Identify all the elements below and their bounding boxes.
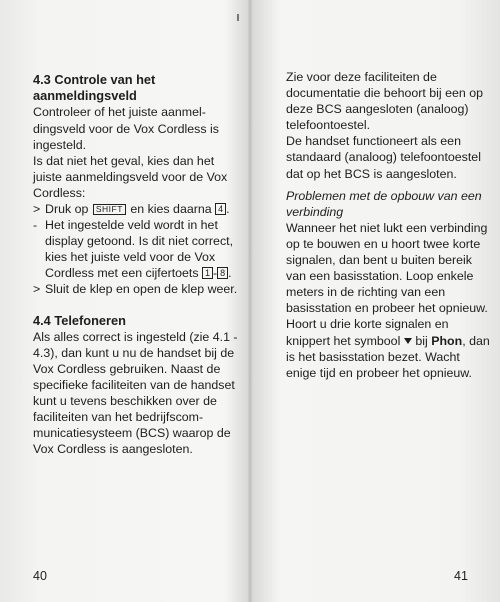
triangle-down-icon xyxy=(404,338,412,344)
instruction-step-1: > Druk op SHIFT en kies daarna 4 . xyxy=(33,201,230,216)
right-page xyxy=(250,0,500,602)
left-page xyxy=(0,0,249,602)
right-paragraph-4: Hoort u drie korte signalen en knippert het symbool bij Phon, dan is het basisstation bezet. Wacht enige tijd en probeer het opnieuw. xyxy=(286,317,490,380)
instruction-step-2: - Het ingestelde veld wordt in het display getoond. Is dit niet correct, kies het juiste veld voor de Vox Cordless met een cijfertoets 1 - 8 . xyxy=(33,218,234,281)
page-number-right: 41 xyxy=(454,569,468,583)
shift-key-icon: SHIFT xyxy=(93,204,126,215)
right-text-column xyxy=(286,69,491,381)
page-number-left: 40 xyxy=(33,569,47,583)
right-paragraph-1: Zie voor deze faciliteiten de documentatie die behoort bij een op deze BCS aangesloten (analoog) telefoontoestel. xyxy=(286,70,484,133)
right-paragraph-2: De handset functioneert als een standaard (analoog) telefoontoestel dat op het BCS is aangesloten. xyxy=(286,134,481,181)
section-4-3-heading: 4.3 Controle van het aanmeldingsveld xyxy=(33,72,156,104)
instruction-list xyxy=(33,201,238,298)
instruction-step-3: > Sluit de klep en open de klep weer. xyxy=(33,282,238,297)
section-4-3-paragraph-1: Controleer of het juiste aanmeldingsveld voor de Vox Cordless is ingesteld. xyxy=(33,105,219,152)
section-4-4-heading: 4.4 Telefoneren xyxy=(33,312,126,328)
section-4-4-paragraph: Als alles correct is ingesteld (zie 4.1 - 4.3), dan kunt u nu de handset bij de Vox Cordless gebruiken. Naast de specifieke faciliteiten van de handset kunt u tevens beschikken over de faciliteiten van het bedrijfscommunicatiesysteem (BCS) waarop de Vox Cordless is aangesloten. xyxy=(33,329,238,457)
right-paragraph-3: Wanneer het niet lukt een verbinding op te bouwen en u hoort twee korte signalen, dan bent u buiten bereik van een basisstation. Loop enkele meters in de richting van een basisstation en probeer het opnieuw. xyxy=(286,220,488,316)
digit-key-icon: 8 xyxy=(217,267,228,279)
section-4-3-paragraph-2: Is dat niet het geval, kies dan het juiste aanmeldingsveld voor de Vox Cordless: xyxy=(33,153,228,200)
digit-key-icon: 1 xyxy=(202,267,213,279)
left-text-column xyxy=(33,72,238,457)
problems-subheading: Problemen met de opbouw van een verbinding xyxy=(286,188,482,219)
digit-key-icon: 4 xyxy=(215,203,226,215)
